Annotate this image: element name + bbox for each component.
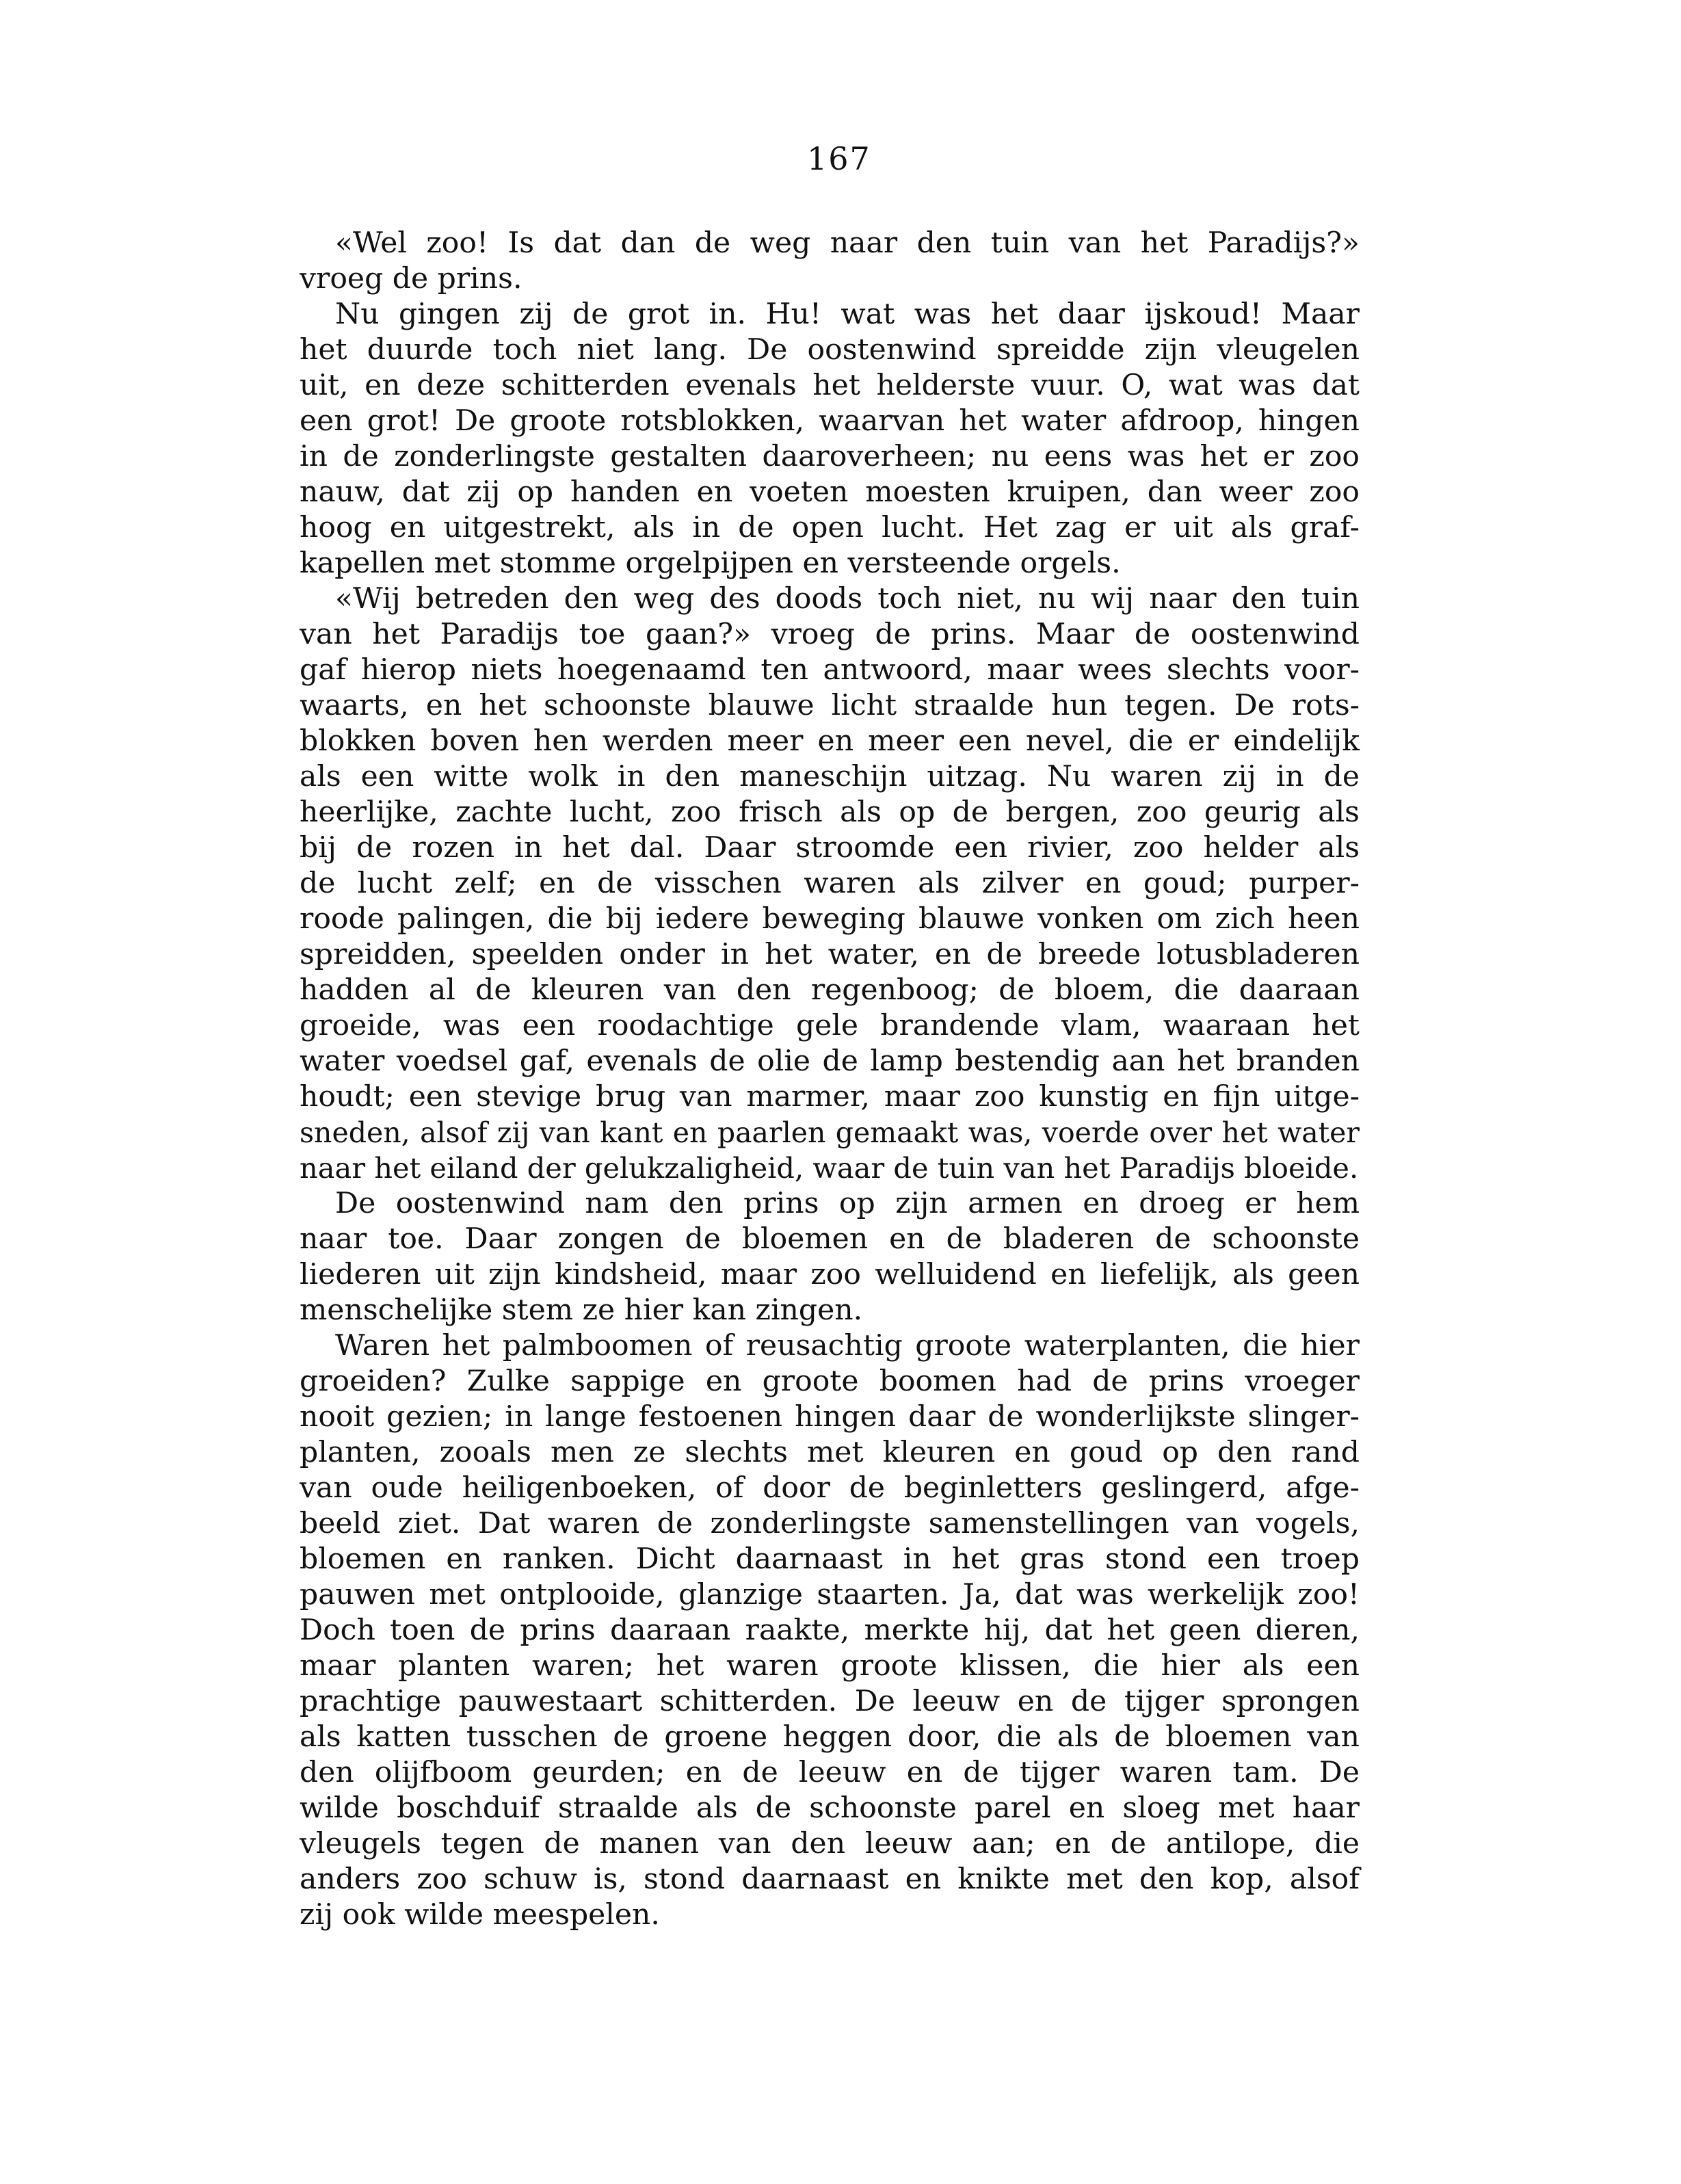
text-line: uit, en deze schitterden evenals het helderste vuur. O, wat was dat (300, 369, 1360, 402)
text-line: groeide, was een roodachtige gele brandende vlam, waaraan het (300, 1009, 1360, 1042)
text-line: den olijfboom geurden; en de leeuw en de tijger waren tam. De (300, 1756, 1360, 1789)
text-line: bij de rozen in het dal. Daar stroomde een rivier, zoo helder als (300, 831, 1360, 865)
text-line: liederen uit zijn kindsheid, maar zoo welluidend en liefelijk, als geen (300, 1258, 1360, 1291)
text-line: hoog en uitgestrekt, als in de open lucht. Het zag er uit als graf- (300, 511, 1360, 544)
text-line: water voedsel gaf, evenals de olie de lamp bestendig aan het branden (300, 1044, 1360, 1078)
text-line: groeiden? Zulke sappige en groote boomen had de prins vroeger (300, 1365, 1360, 1398)
text-line: pauwen met ontplooide, glanzige staarten. Ja, dat was werkelijk zoo! (300, 1578, 1360, 1611)
text-line: het duurde toch niet lang. De oostenwind spreidde zijn vleugelen (300, 333, 1360, 367)
text-line: kapellen met stomme orgelpijpen en versteende orgels. (300, 547, 1121, 580)
text-line: bloemen en ranken. Dicht daarnaast in het gras stond een troep (300, 1542, 1360, 1576)
text-line: beeld ziet. Dat waren de zonderlingste samenstellingen van vogels, (300, 1507, 1360, 1540)
text-line: naar toe. Daar zongen de bloemen en de bladeren de schoonste (300, 1222, 1360, 1256)
text-line: nooit gezien; in lange festoenen hingen daar de wonderlijkste slinger- (300, 1400, 1360, 1434)
text-line: zij ook wilde meespelen. (300, 1898, 660, 1932)
text-line: naar het eiland der gelukzaligheid, waar de tuin van het Paradijs bloeide. (300, 1151, 1359, 1185)
text-line: als een witte wolk in den maneschijn uitzag. Nu waren zij in de (300, 760, 1360, 793)
text-line: gaf hierop niets hoegenaamd ten antwoord, maar wees slechts voor- (300, 653, 1360, 687)
text-line: anders zoo schuw is, stond daarnaast en knikte met den kop, alsof (300, 1863, 1360, 1896)
body-text (300, 226, 1360, 1933)
text-line: van het Paradijs toe gaan?» vroeg de prins. Maar de oostenwind (300, 618, 1360, 651)
text-line: Doch toen de prins daaraan raakte, merkte hij, dat het geen dieren, (300, 1614, 1360, 1647)
text-line: blokken boven hen werden meer en meer een nevel, die er eindelijk (300, 724, 1360, 758)
page-number: 167 (807, 140, 871, 177)
text-line: planten, zooals men ze slechts met kleuren en goud op den rand (300, 1436, 1360, 1469)
text-line: «Wel zoo! Is dat dan de weg naar den tuin van het Paradijs?» (335, 226, 1360, 260)
text-line: in de zonderlingste gestalten daaroverheen; nu eens was het er zoo (300, 440, 1360, 473)
text-line: heerlijke, zachte lucht, zoo frisch als op de bergen, zoo geurig als (300, 795, 1360, 829)
text-line: roode palingen, die bij iedere beweging blauwe vonken om zich heen (300, 902, 1360, 936)
text-line: spreidden, speelden onder in het water, en de breede lotusbladeren (300, 938, 1360, 971)
text-line: nauw, dat zij op handen en voeten moesten kruipen, dan weer zoo (300, 475, 1360, 509)
text-line: een grot! De groote rotsblokken, waarvan het water afdroop, hingen (300, 404, 1360, 438)
text-line: «Wij betreden den weg des doods toch niet, nu wij naar den tuin (335, 582, 1360, 616)
text-line: waarts, en het schoonste blauwe licht straalde hun tegen. De rots- (300, 689, 1360, 722)
text-line: Nu gingen zij de grot in. Hu! wat was het daar ijskoud! Maar (335, 298, 1360, 331)
text-line: vleugels tegen de manen van den leeuw aan; en de antilope, die (300, 1827, 1360, 1860)
text-line: sneden, alsof zij van kant en paarlen gemaakt was, voerde over het water (300, 1116, 1360, 1149)
text-line: hadden al de kleuren van den regenboog; de bloem, die daaraan (300, 973, 1360, 1007)
text-line: als katten tusschen de groene heggen door, die als de bloemen van (300, 1720, 1360, 1754)
text-line: Waren het palmboomen of reusachtig groote waterplanten, die hier (335, 1329, 1360, 1363)
text-line: van oude heiligenboeken, of door de beginletters geslingerd, afge- (300, 1471, 1360, 1505)
text-line: houdt; een stevige brug van marmer, maar zoo kunstig en fijn uitge- (300, 1080, 1360, 1114)
text-line: maar planten waren; het waren groote klissen, die hier als een (300, 1649, 1360, 1683)
text-line: prachtige pauwestaart schitterden. De leeuw en de tijger sprongen (300, 1685, 1360, 1718)
text-line: de lucht zelf; en de visschen waren als zilver en goud; purper- (300, 867, 1360, 900)
text-line: De oostenwind nam den prins op zijn armen en droeg er hem (335, 1187, 1360, 1220)
text-line: vroeg de prins. (300, 262, 522, 295)
text-line: menschelijke stem ze hier kan zingen. (300, 1293, 863, 1327)
text-line: wilde boschduif straalde als de schoonste parel en sloeg met haar (300, 1791, 1360, 1825)
